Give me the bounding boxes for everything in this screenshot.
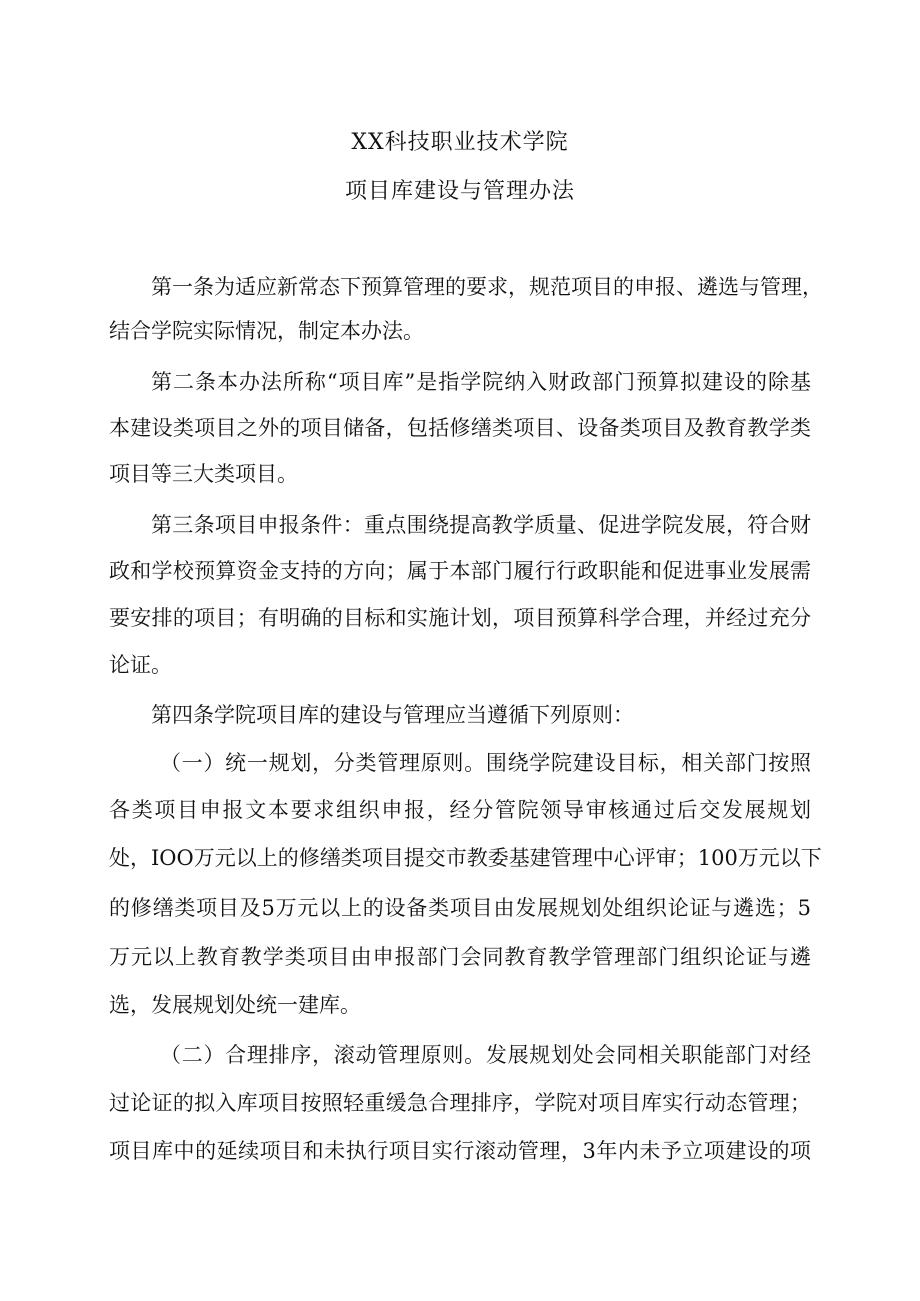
principle-2-line-1: （二）合理排序，滚动管理原则。发展规划处会同相关职能部门对经 [160,1043,811,1067]
article-3-line-1: 第三条项目申报条件：重点围绕提高教学质量、促进学院发展，符合财 [151,513,811,537]
document-title-regulation: 项目库建设与管理办法 [344,179,575,204]
principle-1-line-4: 的修缮类项目及5万元以上的设备类项目由发展规划处组织论证与遴选；5 [109,896,811,920]
principle-2-line-3: 项目库中的延续项目和未执行项目实行滚动管理，3年内未予立项建设的项 [109,1139,811,1163]
article-1-line-2: 结合学院实际情况，制定本办法。 [109,319,424,343]
principle-1-line-6: 选，发展规划处统一建库。 [109,993,361,1017]
document-title-institution: XX科技职业技术学院 [351,130,569,155]
principle-1-line-5: 万元以上教育教学类项目由申报部门会同教育教学管理部门组织论证与遴 [109,945,811,969]
article-2-line-2: 本建设类项目之外的项目储备，包括修缮类项目、设备类项目及教育教学类 [109,416,811,440]
principle-1-line-1: （一）统一规划，分类管理原则。围绕学院建设目标，相关部门按照 [160,751,811,775]
article-1-line-1: 第一条为适应新常态下预算管理的要求，规范项目的申报、遴选与管理， [151,275,823,299]
article-4-line-1: 第四条学院项目库的建设与管理应当遵循下列原则： [151,703,634,727]
article-3-line-3: 要安排的项目；有明确的目标和实施计划，项目预算科学合理，并经过充分 [109,606,811,630]
article-3-line-2: 政和学校预算资金支持的方向；属于本部门履行行政职能和促进事业发展需 [109,559,811,583]
article-2-line-1: 第二条本办法所称“项目库”是指学院纳入财政部门预算拟建设的除基 [151,370,811,394]
principle-2-line-2: 过论证的拟入库项目按照轻重缓急合理排序，学院对项目库实行动态管理； [109,1091,811,1115]
article-3-line-4: 论证。 [109,653,172,677]
principle-1-line-3: 处，IOO万元以上的修缮类项目提交市教委基建管理中心评审；100万元以下 [109,846,822,870]
article-2-line-3: 项目等三大类项目。 [109,462,298,486]
principle-1-line-2: 各类项目申报文本要求组织申报，经分管院领导审核通过后交发展规划 [109,798,811,822]
